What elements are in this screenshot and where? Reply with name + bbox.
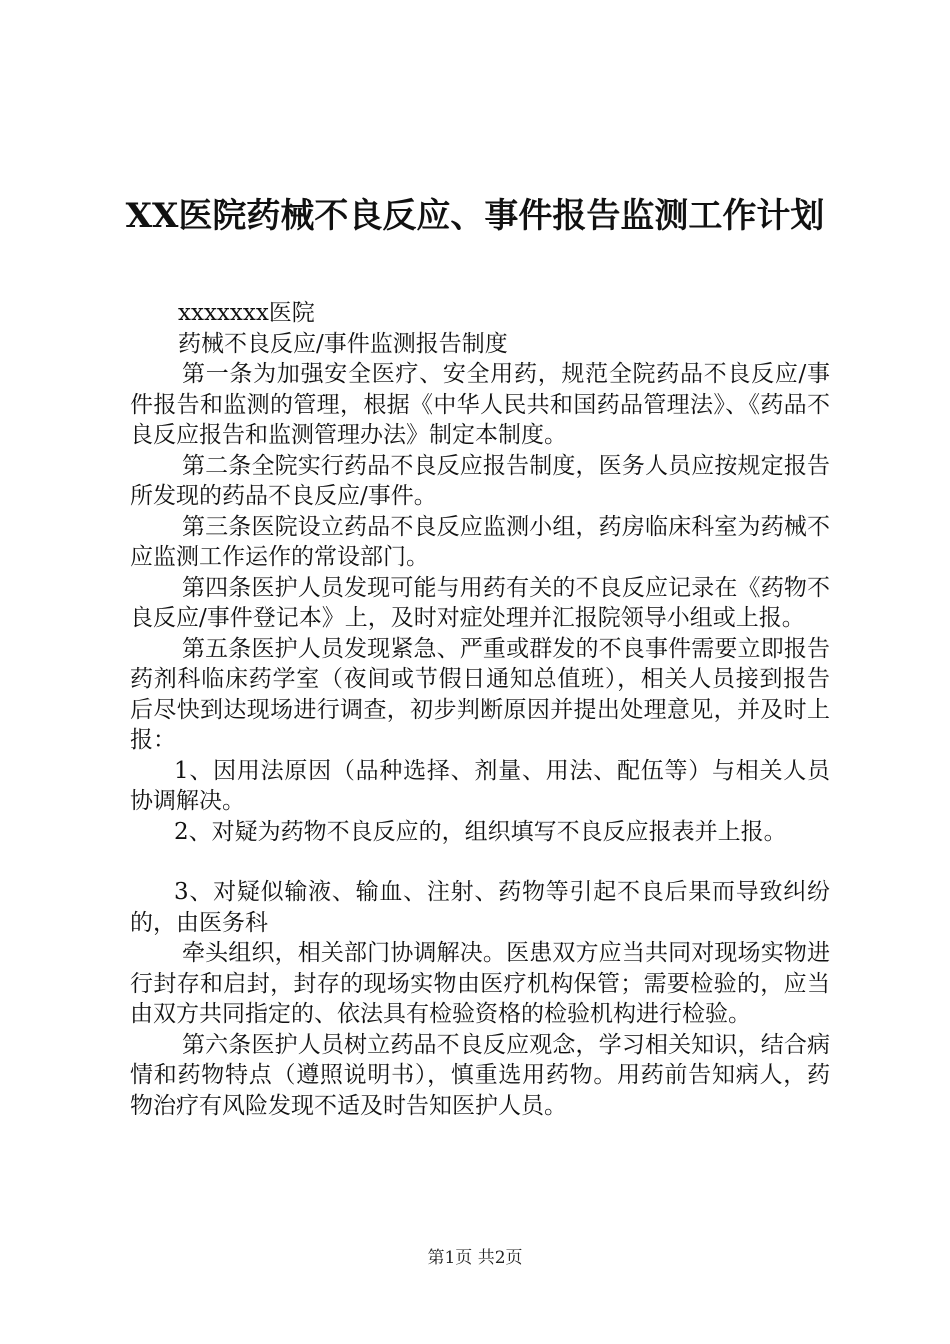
article-4: 第四条医护人员发现可能与用药有关的不良反应记录在《药物不良反应/事件登记本》上，及时对症处理并汇报院领导小组或上报。 (130, 574, 830, 631)
document-body (130, 298, 830, 1121)
article-1: 第一条为加强安全医疗、安全用药，规范全院药品不良反应/事件报告和监测的管理，根据《中华人民共和国药品管理法》、《药品不良反应报告和监测管理办法》制定本制度。 (130, 361, 830, 448)
article-5-item-1: 1、因用法原因（品种选择、剂量、用法、配伍等）与相关人员协调解决。 (130, 757, 830, 814)
article-6: 第六条医护人员树立药品不良反应观念，学习相关知识，结合病情和药物特点（遵照说明书），慎重选用药物。用药前告知病人，药物治疗有风险发现不适及时告知医护人员。 (130, 1031, 830, 1119)
article-3: 第三条医院设立药品不良反应监测小组，药房临床科室为药械不应监测工作运作的常设部门。 (130, 513, 830, 570)
document-title: XX医院药械不良反应、事件报告监测工作计划 (125, 196, 825, 236)
article-5-item-3: 3、对疑似输液、输血、注射、药物等引起不良后果而导致纠纷的，由医务科 (130, 879, 830, 936)
article-5: 第五条医护人员发现紧急、严重或群发的不良事件需要立即报告药剂科临床药学室（夜间或节假日通知总值班），相关人员接到报告后尽快到达现场进行调查，初步判断原因并提出处理意见，并及时上报： (130, 635, 830, 753)
article-2: 第二条全院实行药品不良反应报告制度，医务人员应按规定报告所发现的药品不良反应/事件。 (130, 452, 830, 509)
section-heading: 药械不良反应/事件监测报告制度 (178, 330, 508, 357)
page-footer: 第1页 共2页 (427, 1248, 523, 1268)
article-5-item-2: 2、对疑为药物不良反应的，组织填写不良反应报表并上报。 (174, 818, 787, 845)
hospital-name: xxxxxxx医院 (178, 300, 315, 326)
article-5-item-3-continued: 牵头组织，相关部门协调解决。医患双方应当共同对现场实物进行封存和启封，封存的现场实物由医疗机构保管；需要检验的，应当由双方共同指定的、依法具有检验资格的检验机构进行检验。 (130, 940, 830, 1027)
blank-line (130, 847, 830, 877)
